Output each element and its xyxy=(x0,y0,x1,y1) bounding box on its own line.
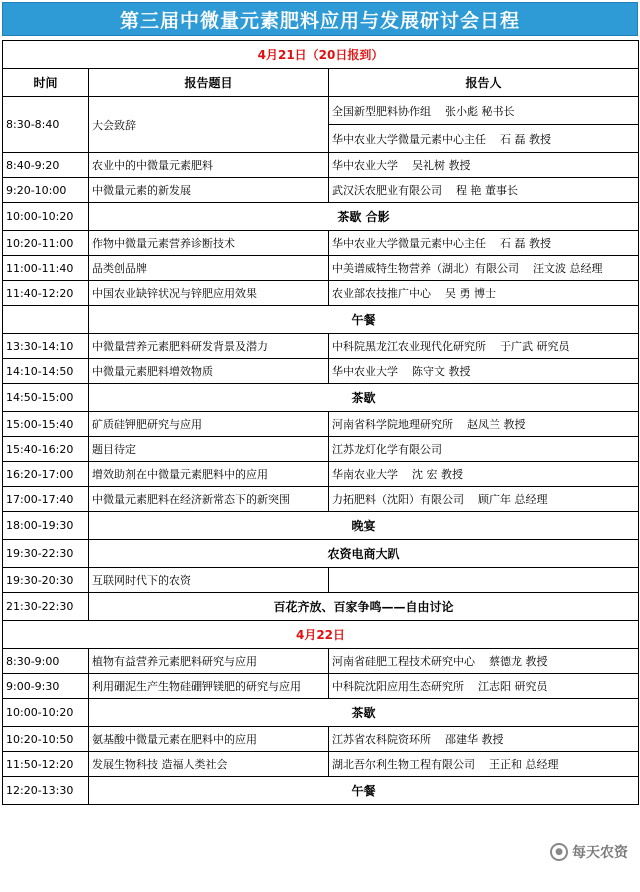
table-row xyxy=(3,752,639,777)
speaker-org: 华中农业大学 xyxy=(332,159,398,172)
day-header-row xyxy=(3,621,639,649)
time-cell: 19:30-20:30 xyxy=(3,568,89,593)
time-cell: 14:50-15:00 xyxy=(3,384,89,412)
speaker-org: 华中农业大学微量元素中心主任 xyxy=(332,237,486,250)
speaker-org: 华南农业大学 xyxy=(332,468,398,481)
table-row xyxy=(3,487,639,512)
topic-cell: 中微量营养元素肥料研发背景及潜力 xyxy=(89,334,329,359)
speaker-name: 顾广年 总经理 xyxy=(478,493,548,506)
time-cell: 13:30-14:10 xyxy=(3,334,89,359)
day-header-row xyxy=(3,41,639,69)
time-cell: 8:30-9:00 xyxy=(3,649,89,674)
speaker-cell xyxy=(329,231,639,256)
speaker-cell xyxy=(329,334,639,359)
speaker-cell xyxy=(329,97,639,125)
break-label: 百花齐放、百家争鸣——自由讨论 xyxy=(89,593,639,621)
time-cell: 12:20-13:30 xyxy=(3,777,89,805)
speaker-org: 中美谱威特生物营养（湖北）有限公司 xyxy=(332,262,519,275)
table-row xyxy=(3,412,639,437)
table-row xyxy=(3,281,639,306)
speaker-cell xyxy=(329,727,639,752)
schedule-table xyxy=(2,40,639,805)
page-title: 第三届中微量元素肥料应用与发展研讨会日程 xyxy=(2,2,638,36)
table-row xyxy=(3,674,639,699)
topic-cell: 发展生物科技 造福人类社会 xyxy=(89,752,329,777)
speaker-cell xyxy=(329,752,639,777)
table-row xyxy=(3,568,639,593)
watermark-text: 每天农资 xyxy=(572,845,628,861)
time-cell: 21:30-22:30 xyxy=(3,593,89,621)
speaker-org: 全国新型肥料协作组 xyxy=(332,104,431,118)
speaker-cell xyxy=(329,412,639,437)
column-header-speaker: 报告人 xyxy=(329,69,639,97)
speaker-cell xyxy=(329,674,639,699)
speaker-name: 沈 宏 教授 xyxy=(412,468,463,481)
speaker-org: 中科院黑龙江农业现代化研究所 xyxy=(332,340,486,353)
break-row xyxy=(3,203,639,231)
time-cell: 10:20-10:50 xyxy=(3,727,89,752)
speaker-org: 河南省科学院地理研究所 xyxy=(332,418,453,431)
speaker-org: 湖北吾尔利生物工程有限公司 xyxy=(332,758,475,771)
time-cell: 15:00-15:40 xyxy=(3,412,89,437)
topic-cell: 品类创品牌 xyxy=(89,256,329,281)
speaker-name: 江志阳 研究员 xyxy=(478,680,548,693)
break-label: 茶歇 xyxy=(89,384,639,412)
table-row xyxy=(3,334,639,359)
column-header-time: 时间 xyxy=(3,69,89,97)
column-header-row xyxy=(3,69,639,97)
time-cell: 16:20-17:00 xyxy=(3,462,89,487)
speaker-name: 张小彪 秘书长 xyxy=(445,104,515,118)
break-row xyxy=(3,512,639,540)
speaker-name: 吴 勇 博士 xyxy=(445,287,496,300)
table-row xyxy=(3,649,639,674)
time-cell: 10:00-10:20 xyxy=(3,203,89,231)
speaker-org: 中科院沈阳应用生态研究所 xyxy=(332,680,464,693)
speaker-cell xyxy=(329,437,639,462)
break-label: 晚宴 xyxy=(89,512,639,540)
break-row xyxy=(3,699,639,727)
table-row xyxy=(3,256,639,281)
time-cell: 8:40-9:20 xyxy=(3,153,89,178)
time-cell: 14:10-14:50 xyxy=(3,359,89,384)
topic-cell: 氨基酸中微量元素在肥料中的应用 xyxy=(89,727,329,752)
break-row xyxy=(3,384,639,412)
speaker-name: 石 磊 教授 xyxy=(500,132,551,146)
break-label: 茶歇 xyxy=(89,699,639,727)
table-row xyxy=(3,178,639,203)
speaker-cell xyxy=(329,487,639,512)
topic-cell: 题目待定 xyxy=(89,437,329,462)
wechat-icon: ● xyxy=(550,843,568,861)
topic-cell: 中国农业缺锌状况与锌肥应用效果 xyxy=(89,281,329,306)
speaker-name: 邵建华 教授 xyxy=(445,733,504,746)
speaker-org: 华中农业大学 xyxy=(332,365,398,378)
speaker-cell xyxy=(329,256,639,281)
speaker-cell xyxy=(329,281,639,306)
break-row xyxy=(3,306,639,334)
speaker-cell xyxy=(329,462,639,487)
table-row xyxy=(3,359,639,384)
speaker-name: 王正和 总经理 xyxy=(489,758,559,771)
break-label: 午餐 xyxy=(89,306,639,334)
topic-cell: 大会致辞 xyxy=(89,97,329,153)
break-row xyxy=(3,777,639,805)
table-row xyxy=(3,231,639,256)
break-label: 茶歇 合影 xyxy=(89,203,639,231)
speaker-cell xyxy=(329,153,639,178)
speaker-name: 于广武 研究员 xyxy=(500,340,570,353)
speaker-org: 河南省硅肥工程技术研究中心 xyxy=(332,655,475,668)
time-cell: 11:50-12:20 xyxy=(3,752,89,777)
speaker-cell xyxy=(329,178,639,203)
table-row xyxy=(3,462,639,487)
time-cell: 17:00-17:40 xyxy=(3,487,89,512)
topic-cell: 中微量元素肥料在经济新常态下的新突围 xyxy=(89,487,329,512)
day-label: 4月21日（20日报到） xyxy=(3,41,639,69)
speaker-name: 赵凤兰 教授 xyxy=(467,418,526,431)
time-cell: 11:40-12:20 xyxy=(3,281,89,306)
time-cell: 10:20-11:00 xyxy=(3,231,89,256)
speaker-name: 石 磊 教授 xyxy=(500,237,551,250)
topic-cell: 中微量元素的新发展 xyxy=(89,178,329,203)
table-row xyxy=(3,153,639,178)
break-row xyxy=(3,593,639,621)
day-label: 4月22日 xyxy=(3,621,639,649)
break-label: 农资电商大趴 xyxy=(89,540,639,568)
speaker-cell xyxy=(329,568,639,593)
speaker-name: 吴礼树 教授 xyxy=(412,159,471,172)
speaker-org: 江苏省农科院资环所 xyxy=(332,733,431,746)
table-row xyxy=(3,727,639,752)
topic-cell: 植物有益营养元素肥料研究与应用 xyxy=(89,649,329,674)
topic-cell: 作物中微量元素营养诊断技术 xyxy=(89,231,329,256)
break-label: 午餐 xyxy=(89,777,639,805)
speaker-cell xyxy=(329,649,639,674)
topic-cell: 农业中的中微量元素肥料 xyxy=(89,153,329,178)
watermark xyxy=(548,842,630,862)
time-cell: 19:30-22:30 xyxy=(3,540,89,568)
time-cell: 9:20-10:00 xyxy=(3,178,89,203)
speaker-org: 华中农业大学微量元素中心主任 xyxy=(332,132,486,146)
speaker-org: 农业部农技推广中心 xyxy=(332,287,431,300)
speaker-cell xyxy=(329,125,639,153)
topic-cell: 矿质硅钾肥研究与应用 xyxy=(89,412,329,437)
speaker-name: 汪文波 总经理 xyxy=(533,262,603,275)
time-cell: 18:00-19:30 xyxy=(3,512,89,540)
time-cell xyxy=(3,306,89,334)
table-row xyxy=(3,97,639,125)
time-cell: 10:00-10:20 xyxy=(3,699,89,727)
speaker-org: 江苏龙灯化学有限公司 xyxy=(332,443,442,456)
speaker-name: 程 艳 董事长 xyxy=(456,184,518,197)
speaker-name: 陈守文 教授 xyxy=(412,365,471,378)
topic-cell: 中微量元素肥料增效物质 xyxy=(89,359,329,384)
time-cell: 11:00-11:40 xyxy=(3,256,89,281)
time-cell: 9:00-9:30 xyxy=(3,674,89,699)
speaker-name: 蔡德龙 教授 xyxy=(489,655,548,668)
topic-cell: 利用硼泥生产生物硅硼钾镁肥的研究与应用 xyxy=(89,674,329,699)
time-cell: 15:40-16:20 xyxy=(3,437,89,462)
table-row xyxy=(3,437,639,462)
break-row xyxy=(3,540,639,568)
time-cell: 8:30-8:40 xyxy=(3,97,89,153)
topic-cell: 互联网时代下的农资 xyxy=(89,568,329,593)
speaker-cell xyxy=(329,359,639,384)
speaker-org: 力拓肥料（沈阳）有限公司 xyxy=(332,493,464,506)
speaker-org: 武汉沃农肥业有限公司 xyxy=(332,184,442,197)
column-header-topic: 报告题目 xyxy=(89,69,329,97)
topic-cell: 增效助剂在中微量元素肥料中的应用 xyxy=(89,462,329,487)
